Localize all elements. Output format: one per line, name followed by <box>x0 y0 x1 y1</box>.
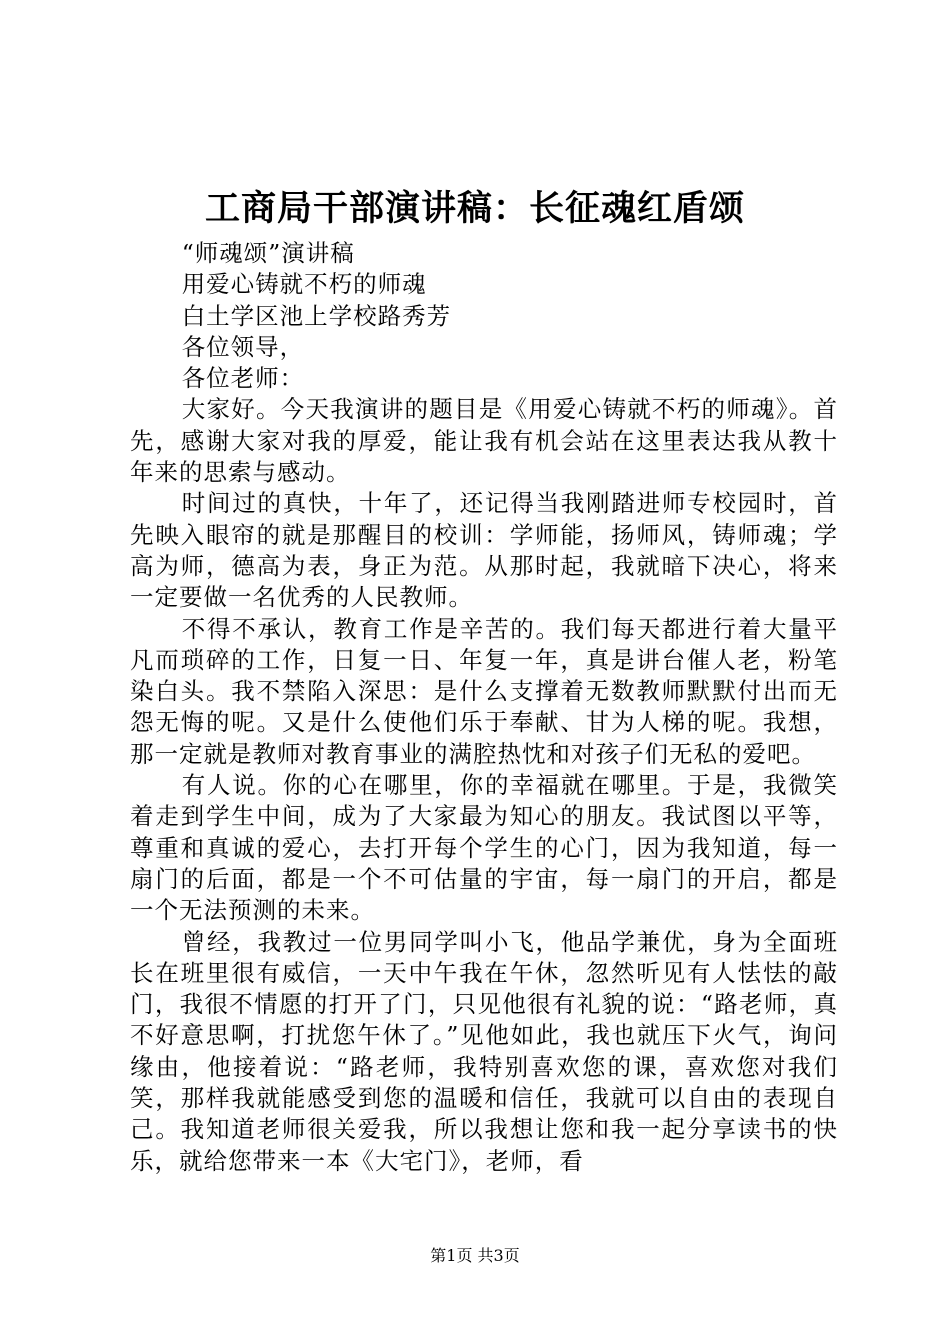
paragraph: 不得不承认，教育工作是辛苦的。我们每天都进行着大量平凡而琐碎的工作，日复一日、年复一年，真是讲台催人老，粉笔染白头。我不禁陷入深思：是什么支撑着无数教师默默付出而无怨无悔的呢。又是什么使他们乐于奉献、甘为人梯的呢。我想，那一定就是教师对教育事业的满腔热忱和对孩子们无私的爱吧。 <box>130 614 838 768</box>
page-number-footer: 第1页 共3页 <box>430 1246 520 1265</box>
paragraph: 曾经，我教过一位男同学叫小飞，他品学兼优，身为全面班长在班里很有威信，一天中午我在午休，忽然听见有人怯怯的敲门，我很不情愿的打开了门，只见他很有礼貌的说：“路老师，真不好意思啊，打扰您午休了。”见他如此，我也就压下火气，询问缘由，他接着说：“路老师，我特别喜欢您的课，喜欢您对我们笑，那样我就能感受到您的温暖和信任，我就可以自由的表现自己。我知道老师很关爱我，所以我想让您和我一起分享读书的快乐，就给您带来一本《大宅门》，老师，看 <box>130 927 838 1175</box>
document-title: 工商局干部演讲稿：长征魂红盾颂 <box>204 188 745 229</box>
paragraph: 有人说。你的心在哪里，你的幸福就在哪里。于是，我微笑着走到学生中间，成为了大家最为知心的朋友。我试图以平等，尊重和真诚的爱心，去打开每个学生的心门，因为我知道，每一扇门的后面，都是一个不可估量的宇宙，每一扇门的开启，都是一个无法预测的未来。 <box>130 771 838 925</box>
paragraph: 大家好。今天我演讲的题目是《用爱心铸就不朽的师魂》。首先，感谢大家对我的厚爱，能让我有机会站在这里表达我从教十年来的思索与感动。 <box>130 395 838 487</box>
paragraph: 时间过的真快，十年了，还记得当我刚踏进师专校园时，首先映入眼帘的就是那醒目的校训：学师能，扬师风，铸师魂；学高为师，德高为表，身正为范。从那时起，我就暗下决心，将来一定要做一名优秀的人民教师。 <box>130 489 838 612</box>
speech-heading: “师魂颂”演讲稿 <box>181 239 355 267</box>
document-body <box>130 238 838 1177</box>
salutation-leaders: 各位领导， <box>181 332 305 361</box>
speaker-line: 白土学区池上学校路秀芳 <box>181 301 452 330</box>
speech-subtitle: 用爱心铸就不朽的师魂 <box>181 270 427 299</box>
salutation-teachers: 各位老师： <box>181 364 305 393</box>
